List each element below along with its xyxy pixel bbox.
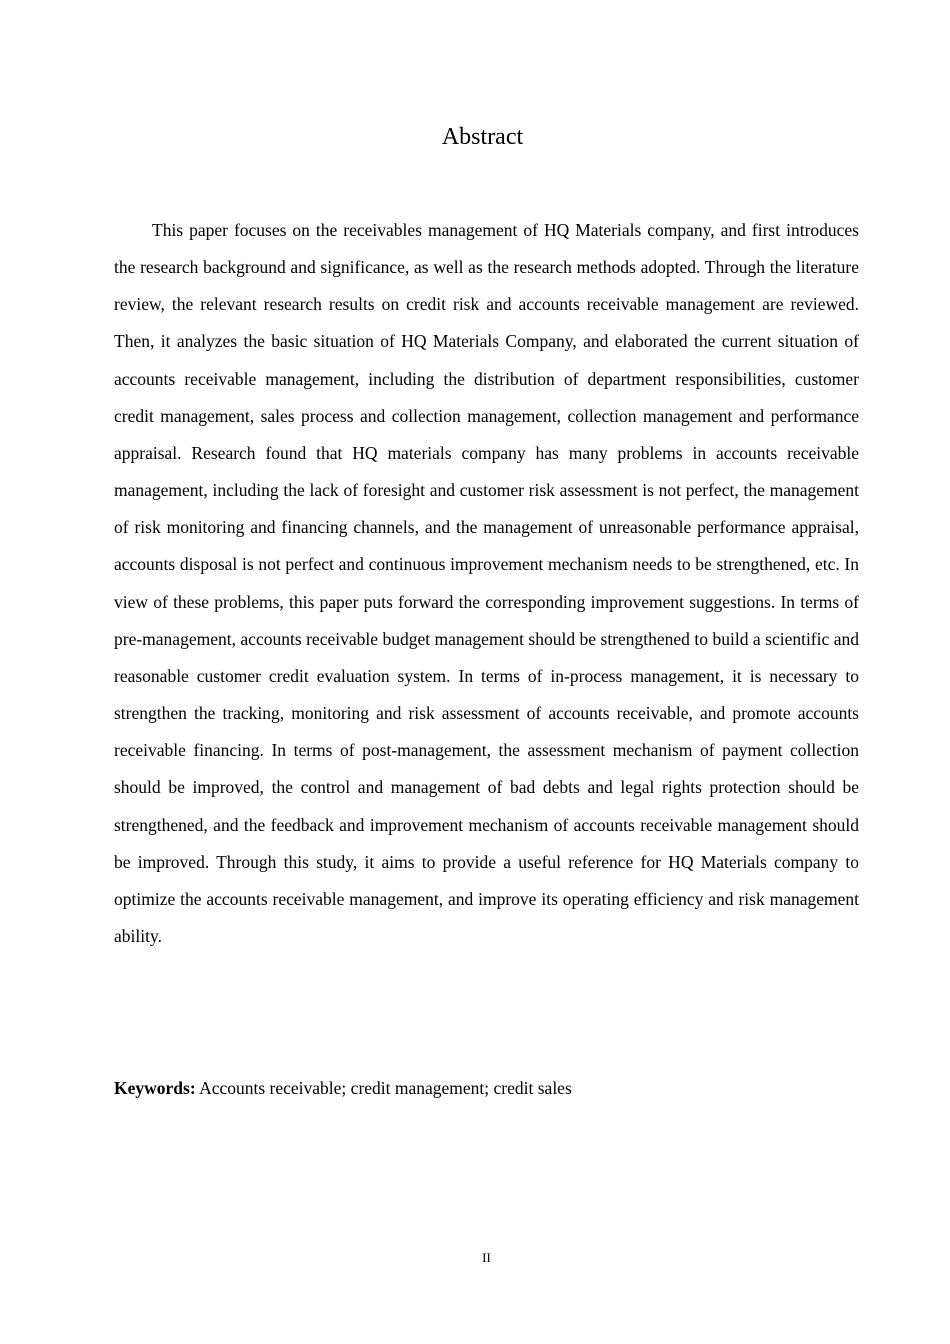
abstract-body: This paper focuses on the receivables management of HQ Materials company, and first introduces the research background and significance, as well as the research methods adopted. Through the literature review, the relevant research results on credit risk and accounts receivable management are reviewed. Then, it analyzes the basic situation of HQ Materials Company, and elaborated the current situation of accounts receivable management, including the distribution of department responsibilities, customer credit management, sales process and collection management, collection management and performance appraisal. Research found that HQ materials company has many problems in accounts receivable management, including the lack of foresight and customer risk assessment is not perfect, the management of risk monitoring and financing channels, and the management of unreasonable performance appraisal, accounts disposal is not perfect and continuous improvement mechanism needs to be strengthened, etc. In view of these problems, this paper puts forward the corresponding improvement suggestions. In terms of pre-management, accounts receivable budget management should be strengthened to build a scientific and reasonable customer credit evaluation system. In terms of in-process management, it is necessary to strengthen the tracking, monitoring and risk assessment of accounts receivable, and promote accounts receivable financing. In terms of post-management, the assessment mechanism of payment collection should be improved, the control and management of bad debts and legal rights protection should be strengthened, and the feedback and improvement mechanism of accounts receivable management should be improved. Through this study, it aims to provide a useful reference for HQ Materials company to optimize the accounts receivable management, and improve its operating efficiency and risk management ability. (114, 220, 859, 946)
keywords-label: Keywords: (114, 1078, 196, 1098)
page-number: II (482, 1250, 491, 1265)
keywords-text: Accounts receivable; credit management; credit sales (199, 1078, 572, 1098)
keywords-line (114, 1073, 859, 1103)
abstract-title: Abstract (441, 124, 524, 150)
